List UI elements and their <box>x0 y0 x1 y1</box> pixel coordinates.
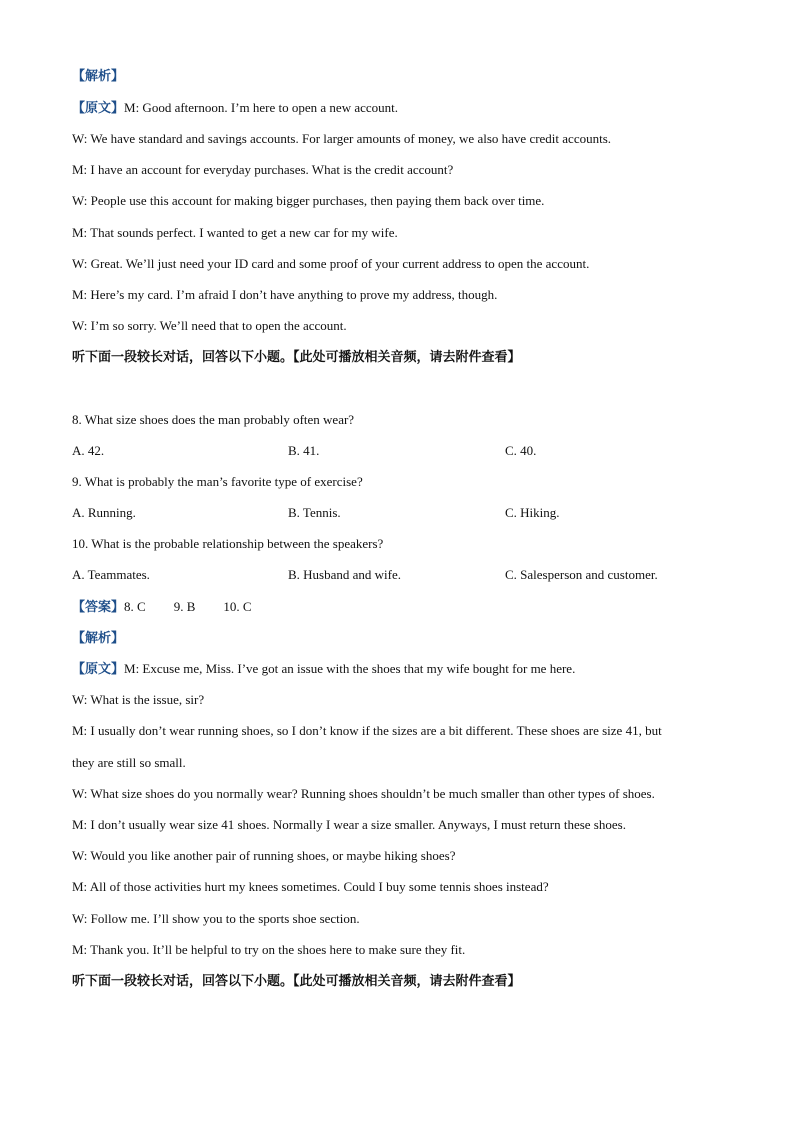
original-text-label: 【原文】 <box>72 661 125 676</box>
original-text-label: 【原文】 <box>72 100 125 115</box>
transcript-line: M: I don’t usually wear size 41 shoes. Normally I wear a size smaller. Anyways, I must return these shoes. <box>72 817 626 832</box>
transcript-line: W: Great. We’ll just need your ID card and some proof of your current address to open the account. <box>72 256 590 271</box>
transcript-line: they are still so small. <box>72 755 186 770</box>
answer-item: 10. C <box>223 599 252 614</box>
transcript-line <box>72 661 575 677</box>
transcript-line: M: Here’s my card. I’m afraid I don’t have anything to prove my address, though. <box>72 287 498 302</box>
option-c: C. Salesperson and customer. <box>505 567 658 582</box>
dialogue-text: M: Excuse me, Miss. I’ve got an issue with the shoes that my wife bought for me here. <box>124 661 576 676</box>
option-b: B. Tennis. <box>288 505 341 520</box>
transcript-line: W: Would you like another pair of running shoes, or maybe hiking shoes? <box>72 848 456 863</box>
listening-instruction: 听下面一段较长对话，回答以下小题。【此处可播放相关音频，请去附件查看】 <box>72 973 521 988</box>
listening-instruction: 听下面一段较长对话，回答以下小题。【此处可播放相关音频，请去附件查看】 <box>72 349 521 364</box>
option-b: B. Husband and wife. <box>288 567 402 582</box>
transcript-line <box>72 100 398 116</box>
analysis-label: 【解析】 <box>72 68 125 83</box>
transcript-line: M: I usually don’t wear running shoes, so I don’t know if the sizes are a bit different. These shoes are size 41, but <box>72 723 662 738</box>
answer-label: 【答案】 <box>72 599 125 614</box>
option-b: B. 41. <box>288 443 320 458</box>
transcript-line: W: People use this account for making bigger purchases, then paying them back over time. <box>72 193 545 208</box>
transcript-line: W: Follow me. I’ll show you to the sports shoe section. <box>72 911 360 926</box>
option-c: C. Hiking. <box>505 505 560 520</box>
transcript-line: W: We have standard and savings accounts. For larger amounts of money, we also have credit accounts. <box>72 131 612 146</box>
transcript-line: M: All of those activities hurt my knees sometimes. Could I buy some tennis shoes instead? <box>72 879 549 894</box>
option-a: A. 42. <box>72 443 105 458</box>
option-a: A. Teammates. <box>72 567 150 582</box>
transcript-line: M: Thank you. It’ll be helpful to try on the shoes here to make sure they fit. <box>72 942 466 957</box>
transcript-line: W: What size shoes do you normally wear? Running shoes shouldn’t be much smaller than other types of shoes. <box>72 786 655 801</box>
option-a: A. Running. <box>72 505 136 520</box>
transcript-line: W: I’m so sorry. We’ll need that to open the account. <box>72 318 347 333</box>
question-stem: 9. What is probably the man’s favorite type of exercise? <box>72 474 363 489</box>
answer-item: 9. B <box>173 599 196 614</box>
question-stem: 10. What is the probable relationship between the speakers? <box>72 536 384 551</box>
transcript-line: W: What is the issue, sir? <box>72 692 205 707</box>
transcript-line: M: I have an account for everyday purchases. What is the credit account? <box>72 162 454 177</box>
dialogue-text: M: Good afternoon. I’m here to open a new account. <box>124 100 399 115</box>
analysis-label: 【解析】 <box>72 630 125 645</box>
question-stem: 8. What size shoes does the man probably often wear? <box>72 412 355 427</box>
answer-line <box>72 599 252 615</box>
option-c: C. 40. <box>505 443 537 458</box>
answer-item: 8. C <box>124 599 146 614</box>
transcript-line: M: That sounds perfect. I wanted to get a new car for my wife. <box>72 225 398 240</box>
